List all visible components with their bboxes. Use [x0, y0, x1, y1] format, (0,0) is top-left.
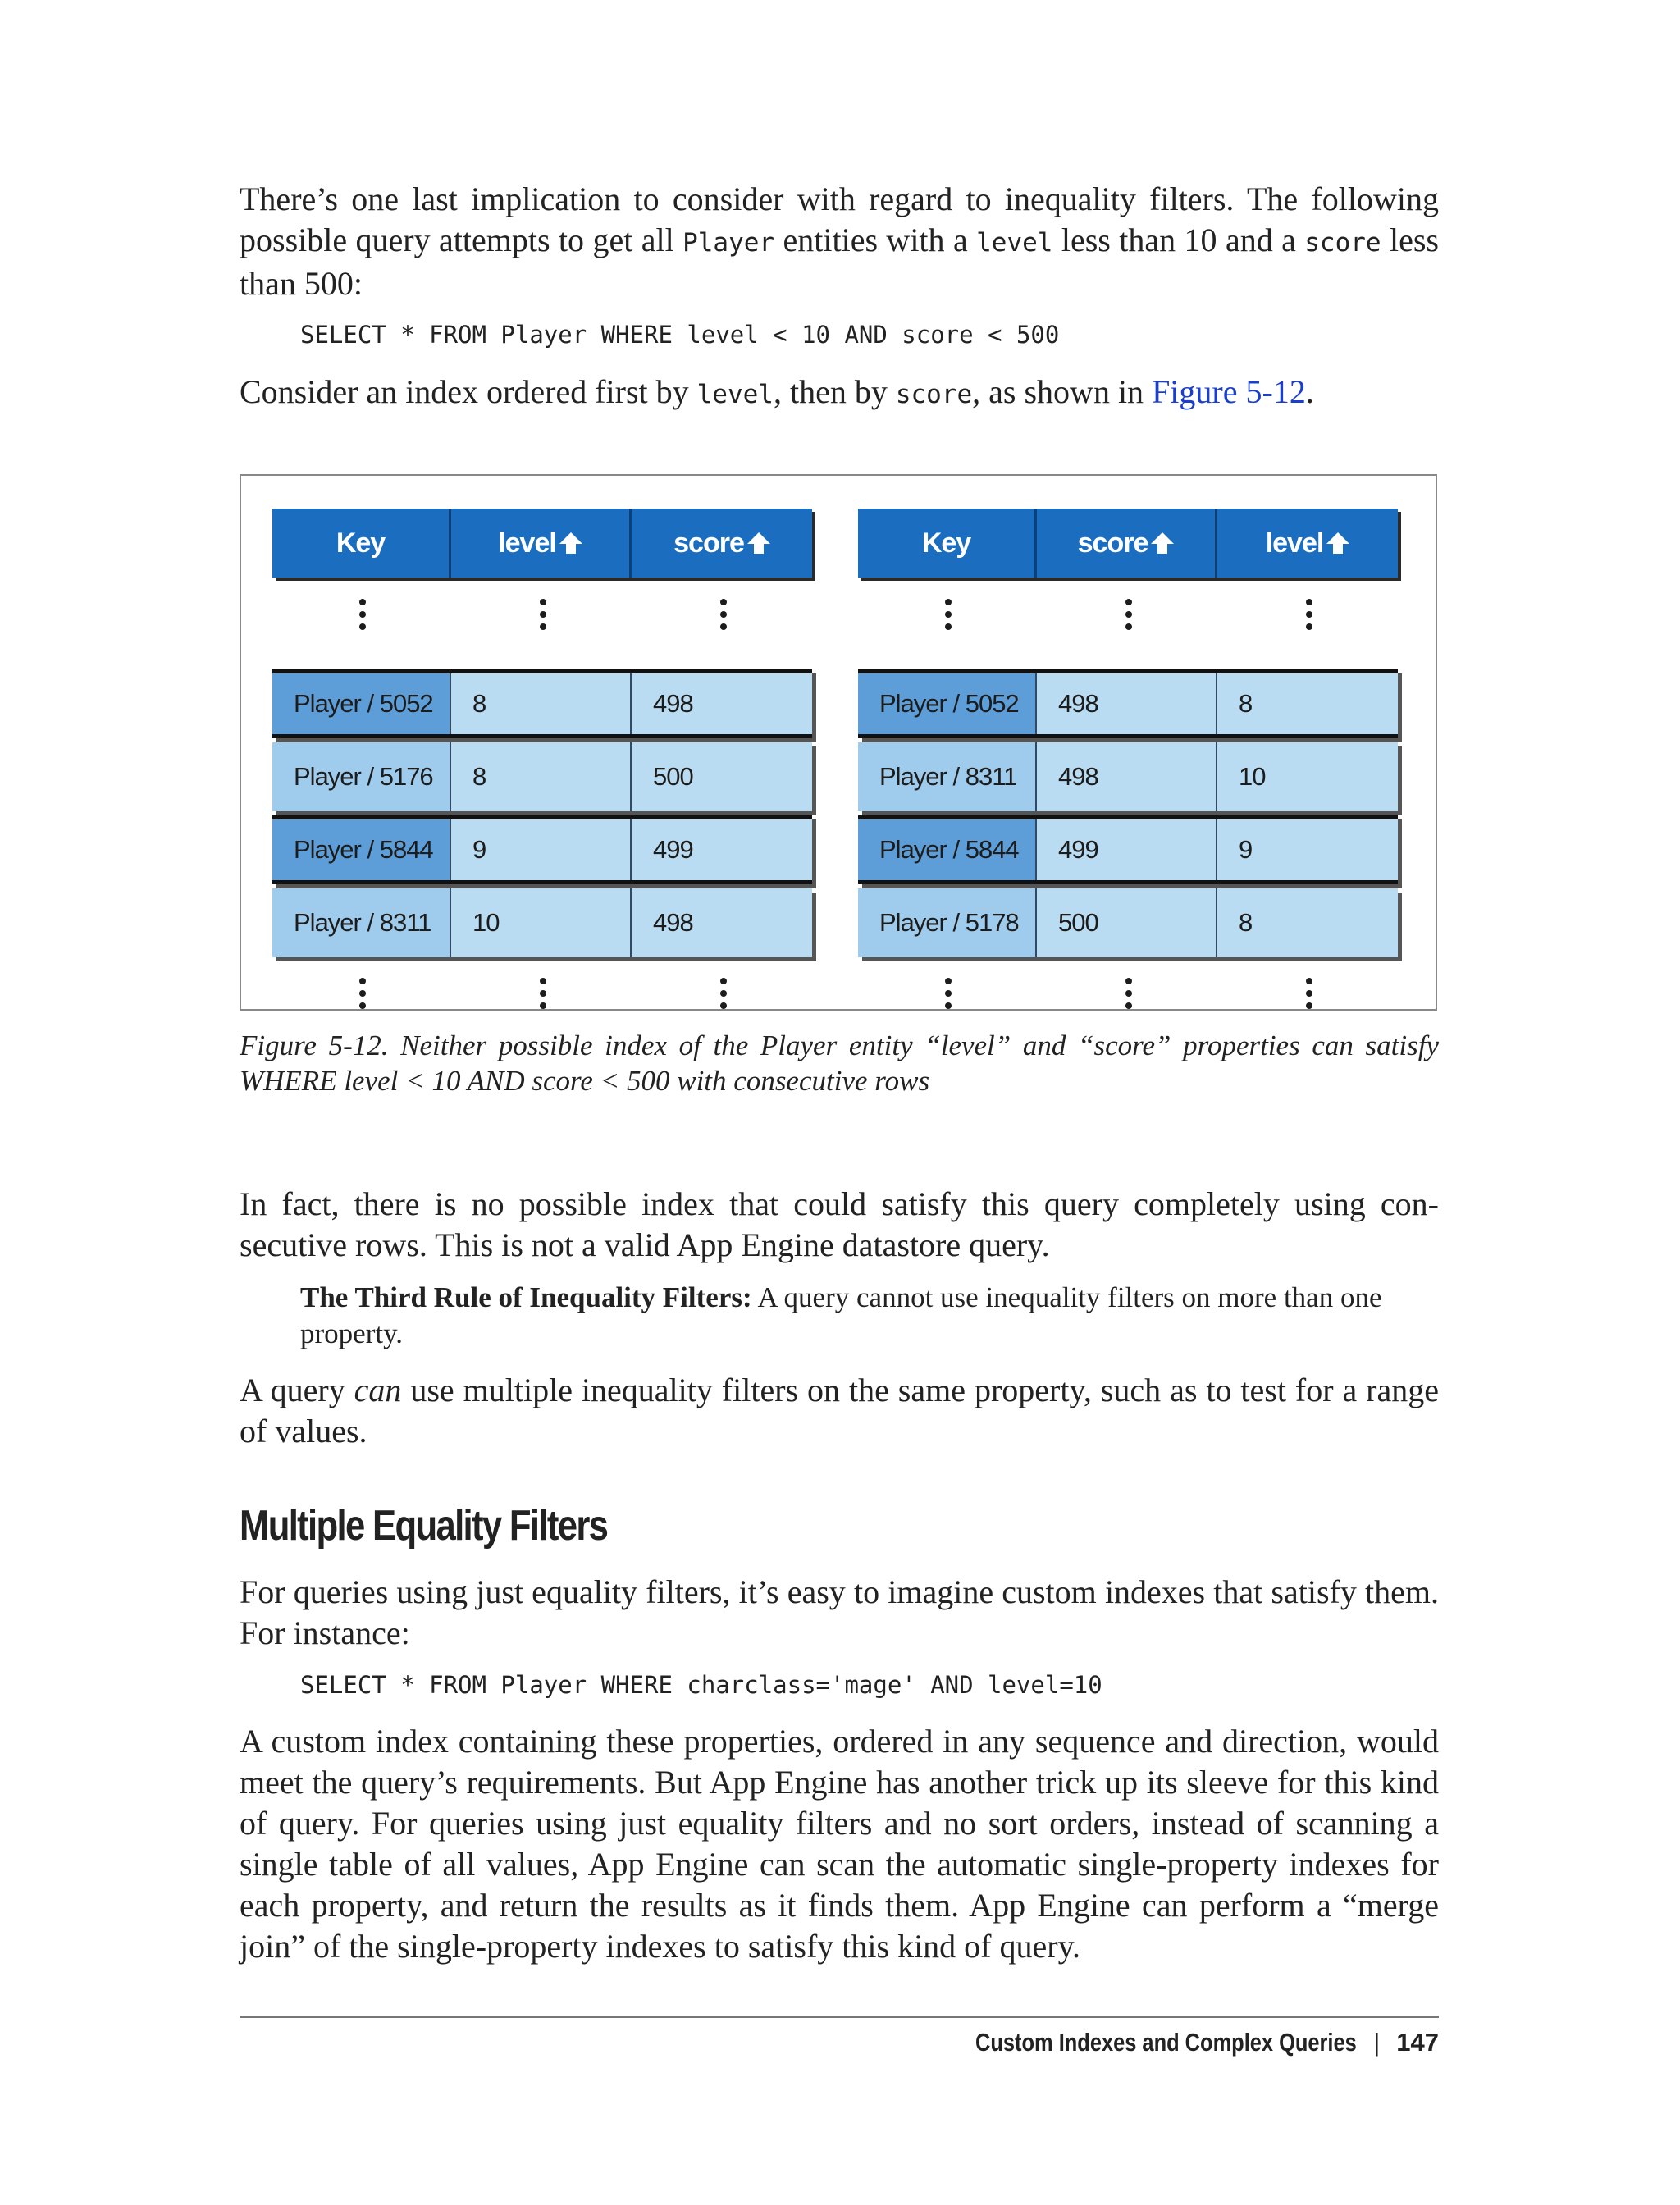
entity-key-cell: Player / 5178	[858, 888, 1037, 957]
sort-ascending-arrow-icon	[1151, 532, 1174, 554]
table-row	[272, 669, 812, 738]
column-header-level	[451, 509, 632, 578]
property-value-cell: 10	[451, 888, 632, 957]
section-heading: Multiple Equality Filters	[240, 1502, 608, 1550]
property-value-cell: 8	[451, 673, 632, 734]
property-value-cell: 9	[1217, 819, 1398, 880]
entity-key-cell: Player / 8311	[858, 742, 1037, 811]
entity-key-cell: Player / 5176	[272, 742, 451, 811]
table-row	[272, 742, 812, 811]
table-row	[858, 888, 1398, 957]
entity-key-cell: Player / 8311	[272, 888, 451, 957]
column-header-score	[632, 509, 812, 578]
property-value-cell: 498	[1037, 742, 1217, 811]
ellipsis-icon	[1306, 978, 1312, 1009]
ellipsis-icon	[945, 978, 952, 1009]
property-value-cell: 498	[1037, 673, 1217, 734]
footer-chapter-title: Custom Indexes and Complex Queries	[975, 2028, 1358, 2057]
entity-key-cell: Player / 5844	[858, 819, 1037, 880]
ellipsis-icon	[359, 978, 366, 1009]
property-value-cell: 500	[632, 742, 812, 811]
column-header-label: score	[673, 527, 744, 559]
entity-key-cell: Player / 5052	[272, 673, 451, 734]
equality-intro-paragraph: For queries using just equality filters, it’s easy to imagine custom indexes that satisfy them. For instance:	[240, 1573, 1439, 1651]
column-header-label: Key	[336, 527, 386, 559]
footer-separator: |	[1373, 2028, 1381, 2057]
ellipsis-icon	[720, 978, 727, 1009]
column-header-key	[272, 509, 451, 578]
table-row	[272, 888, 812, 957]
column-header-label: Key	[921, 527, 971, 559]
figure-reference-link[interactable]: Figure 5-12	[1152, 373, 1306, 410]
code-example-equality: SELECT * FROM Player WHERE charclass='mage' AND level=10	[300, 1671, 1102, 1699]
merge-join-paragraph: A custom index containing these properties, ordered in any sequence and direction, would meet the query’s requirements. But App Engine has another trick up its sleeve for this kind of query. For queries using just equality filters and no sort orders, instead of scanning a single table of all values, App Engine can scan the automatic single-property indexes for each property, and return the results as it finds them. App Engine can perform a “merge join” of the single-property indexes to satisfy this kind of query.	[240, 1723, 1439, 1965]
column-header-key	[858, 509, 1037, 578]
multiple-inequality-paragraph: A query can use multiple inequality filters on the same property, such as to test for a range of values.	[240, 1372, 1439, 1449]
rule-title: The Third Rule of Inequality Filters:	[300, 1281, 752, 1313]
property-value-cell: 10	[1217, 742, 1398, 811]
property-value-cell: 8	[1217, 888, 1398, 957]
inline-code-player: Player	[682, 228, 775, 258]
page-number: 147	[1396, 2028, 1439, 2057]
ellipsis-icon	[540, 599, 546, 630]
sort-ascending-arrow-icon	[559, 532, 582, 554]
property-value-cell: 8	[451, 742, 632, 811]
column-header-label: level	[1265, 527, 1324, 559]
inline-code-score: score	[895, 380, 973, 409]
property-value-cell: 8	[1217, 673, 1398, 734]
inline-code-score: score	[1304, 228, 1381, 258]
no-index-paragraph: In fact, there is no possible index that could satisfy this query completely using consecutive rows. This is not a valid App Engine datastore query.	[240, 1185, 1439, 1263]
table-header-row	[858, 509, 1398, 578]
property-value-cell: 498	[632, 888, 812, 957]
table-header-row	[272, 509, 812, 578]
inline-code-level: level	[696, 380, 774, 409]
column-header-score	[1037, 509, 1217, 578]
property-value-cell: 500	[1037, 888, 1217, 957]
sort-ascending-arrow-icon	[747, 532, 770, 554]
entity-key-cell: Player / 5052	[858, 673, 1037, 734]
column-header-level	[1217, 509, 1398, 578]
table-row	[858, 669, 1398, 738]
property-value-cell: 499	[632, 819, 812, 880]
property-value-cell: 9	[451, 819, 632, 880]
table-row	[858, 815, 1398, 884]
figure-caption: Figure 5-12. Neither possible index of the Player entity “level” and “score” properties can satisfy WHERE level < 10 AND score < 500 with consecutive rows	[240, 1029, 1439, 1097]
column-header-label: score	[1077, 527, 1148, 559]
ellipsis-icon	[1125, 599, 1132, 630]
table-row	[272, 815, 812, 884]
table-row	[858, 742, 1398, 811]
inline-code-level: level	[976, 228, 1053, 258]
footer-rule	[240, 2016, 1439, 2018]
ellipsis-icon	[945, 599, 952, 630]
column-header-label: level	[498, 527, 556, 559]
ellipsis-icon	[1306, 599, 1312, 630]
entity-key-cell: Player / 5844	[272, 819, 451, 880]
property-value-cell: 499	[1037, 819, 1217, 880]
ellipsis-icon	[1125, 978, 1132, 1009]
ellipsis-icon	[359, 599, 366, 630]
ellipsis-icon	[720, 599, 727, 630]
figure-5-12	[240, 474, 1437, 1011]
ellipsis-icon	[540, 978, 546, 1009]
inequality-rule-callout: The Third Rule of Inequality Filters: A query cannot use inequality filters on more than one property.	[300, 1281, 1382, 1349]
sort-ascending-arrow-icon	[1326, 532, 1349, 554]
index-paragraph: Consider an index ordered first by level, then by score, as shown in Figure 5-12.	[240, 373, 1314, 410]
property-value-cell: 498	[632, 673, 812, 734]
intro-paragraph: There’s one last implication to consider with regard to inequality filters. The following possible query attempts to get all Player entities with a level less than 10 and a score less than 500:	[240, 180, 1439, 302]
running-footer	[892, 2028, 1439, 2057]
code-example-inequality: SELECT * FROM Player WHERE level < 10 AND score < 500	[300, 321, 1060, 349]
